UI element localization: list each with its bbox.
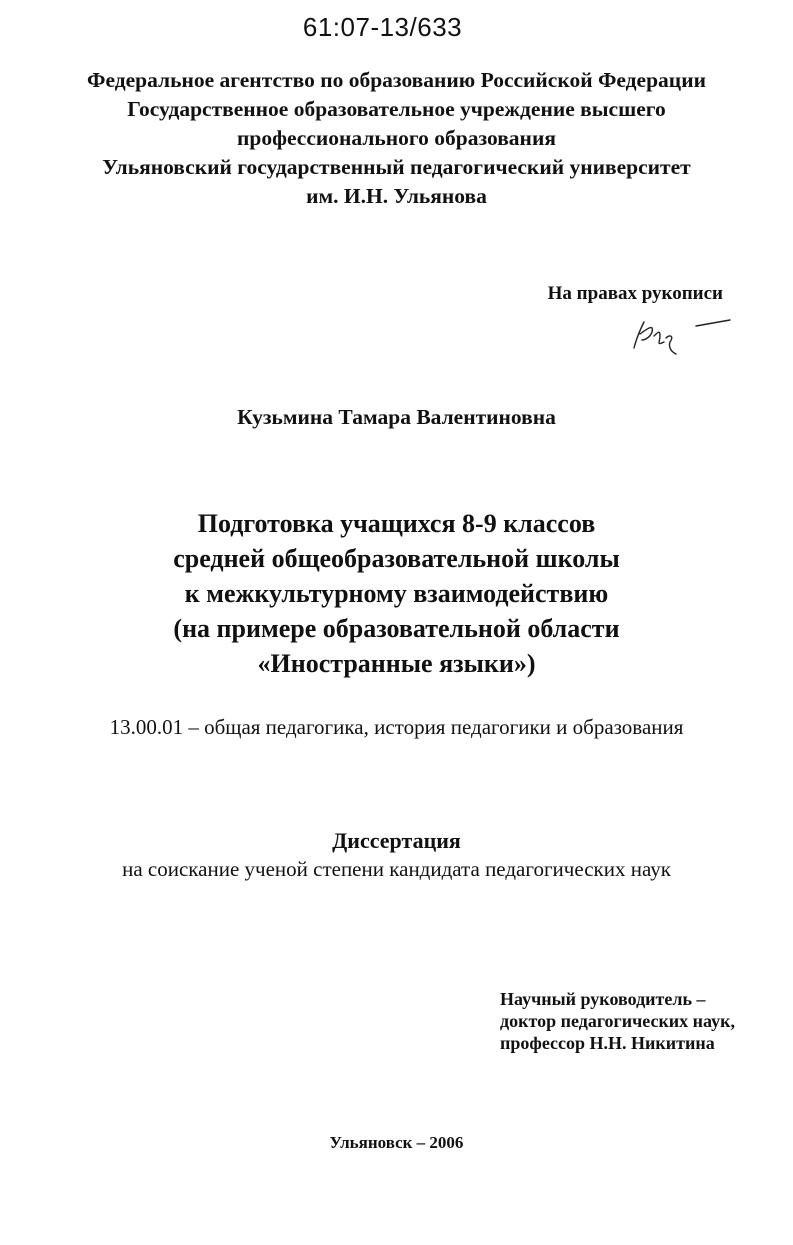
city-year: Ульяновск – 2006	[329, 1133, 464, 1152]
rights-note: На правах рукописи	[547, 283, 723, 304]
handwritten-signature	[630, 310, 740, 360]
scientific-advisor	[500, 988, 735, 1054]
dissertation-subtitle: на соискание ученой степени кандидата педагогических наук	[122, 857, 671, 881]
organization-block	[0, 66, 793, 211]
specialty-code: 13.00.01 – общая педагогика, история педагогики и образования	[109, 715, 684, 739]
title-line-5: «Иностранные языки»)	[257, 649, 536, 678]
archive-code	[0, 12, 793, 43]
archive-code-text: 61:07-13/633	[302, 12, 463, 42]
dissertation-title	[0, 506, 793, 681]
title-line-2: средней общеобразовательной школы	[173, 544, 620, 573]
advisor-line-2: доктор педагогических наук,	[500, 1011, 736, 1031]
title-line-1: Подготовка учащихся 8-9 классов	[197, 509, 596, 538]
organization-line-4: Ульяновский государственный педагогический университет	[102, 155, 691, 179]
advisor-line-1: Научный руководитель –	[500, 989, 706, 1009]
author-name: Кузьмина Тамара Валентиновна	[237, 405, 556, 429]
dissertation-label: Диссертация	[332, 828, 461, 853]
advisor-line-3: профессор Н.Н. Никитина	[500, 1033, 715, 1053]
organization-line-2: Государственное образовательное учреждение высшего	[127, 97, 666, 121]
organization-line-1: Федеральное агентство по образованию Российской Федерации	[87, 68, 706, 92]
title-line-3: к межкультурному взаимодействию	[184, 579, 609, 608]
organization-line-3: профессионального образования	[237, 126, 556, 150]
organization-line-5: им. И.Н. Ульянова	[306, 184, 487, 208]
title-line-4: (на примере образовательной области	[173, 614, 620, 643]
